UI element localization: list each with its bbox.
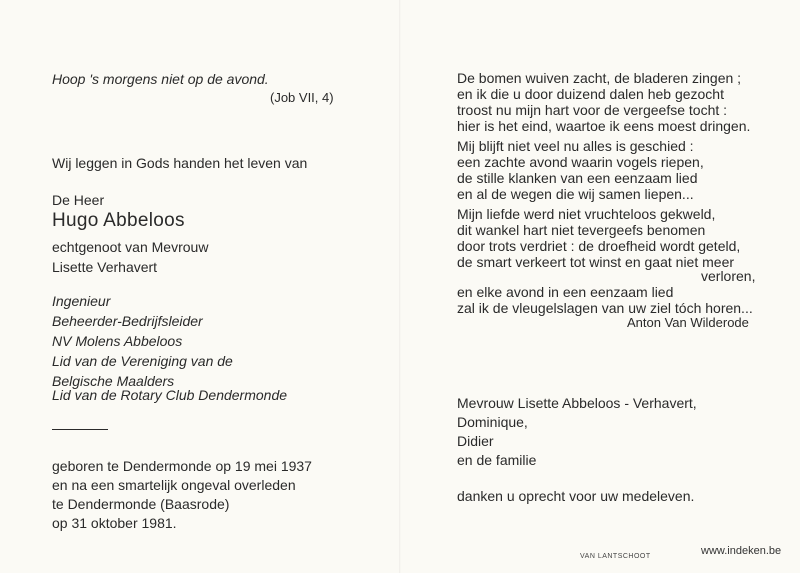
title-line: Beheerder-Bedrijfsleider [52,313,203,329]
family-line: Didier [457,433,494,449]
salutation: De Heer [52,192,105,208]
date-line: op 31 oktober 1981. [52,515,177,531]
title-line: Lid van de Rotary Club Dendermonde [52,387,288,403]
family-line: Mevrouw Lisette Abbeloos - Verhavert, [457,395,697,411]
date-line: geboren te Dendermonde op 19 mei 1937 [52,458,312,474]
title-line: Ingenieur [52,293,111,309]
thanks-text: danken u oprecht voor uw medeleven. [457,488,695,504]
poem-line: Mijn liefde werd niet vruchteloos gekweld, [457,206,716,222]
family-line: en de familie [457,452,537,468]
watermark-link[interactable]: www.indeken.be [701,545,782,557]
motto-reference: (Job VII, 4) [270,90,334,105]
poem-line: een zachte avond waarin vogels riepen, [457,154,704,170]
spouse-line-2: Lisette Verhavert [52,259,158,275]
poet-name: Anton Van Wilderode [627,315,749,330]
motto: Hoop 's morgens niet op de avond. [52,71,269,87]
spouse-line-1: echtgenoot van Mevrouw [52,239,209,255]
poem-line: De bomen wuiven zacht, de bladeren zingen ; [457,70,742,86]
poem-line: zal ik de vleugelslagen van uw ziel tóch horen... [457,300,753,316]
title-line: NV Molens Abbeloos [52,333,183,349]
family-line: Dominique, [457,414,528,430]
poem-line: de stille klanken van een eenzaam lied [457,170,698,186]
poem-line: door trots verdriet : de droefheid wordt geteld, [457,238,741,254]
deceased-name: Hugo Abbeloos [52,210,185,231]
poem-line: en ik die u door duizend dalen heb gezocht [457,86,724,102]
poem-line: en al de wegen die wij samen liepen... [457,186,694,202]
poem-line: de smart verkeert tot winst en gaat niet meer [457,254,735,270]
poem-line: dit wankel hart niet tevergeefs benomen [457,222,706,238]
right-page [400,0,800,573]
title-line: Lid van de Vereniging van de [52,353,233,369]
poem-line: troost nu mijn hart voor de vergeefse tocht : [457,102,728,118]
poem-line: verloren, [701,268,756,284]
poem-line: Mij blijft niet veel nu alles is geschied : [457,138,694,154]
intro-text: Wij leggen in Gods handen het leven van [52,155,308,171]
divider-line [52,429,108,430]
date-line: te Dendermonde (Baasrode) [52,496,230,512]
date-line: en na een smartelijk ongeval overleden [52,477,296,493]
title-line: Belgische Maalders [52,373,175,389]
poem-line: hier is het eind, waartoe ik eens moest dringen. [457,118,751,134]
poem-line: en elke avond in een eenzaam lied [457,284,674,300]
printer-mark: VAN LANTSCHOOT [580,553,651,560]
